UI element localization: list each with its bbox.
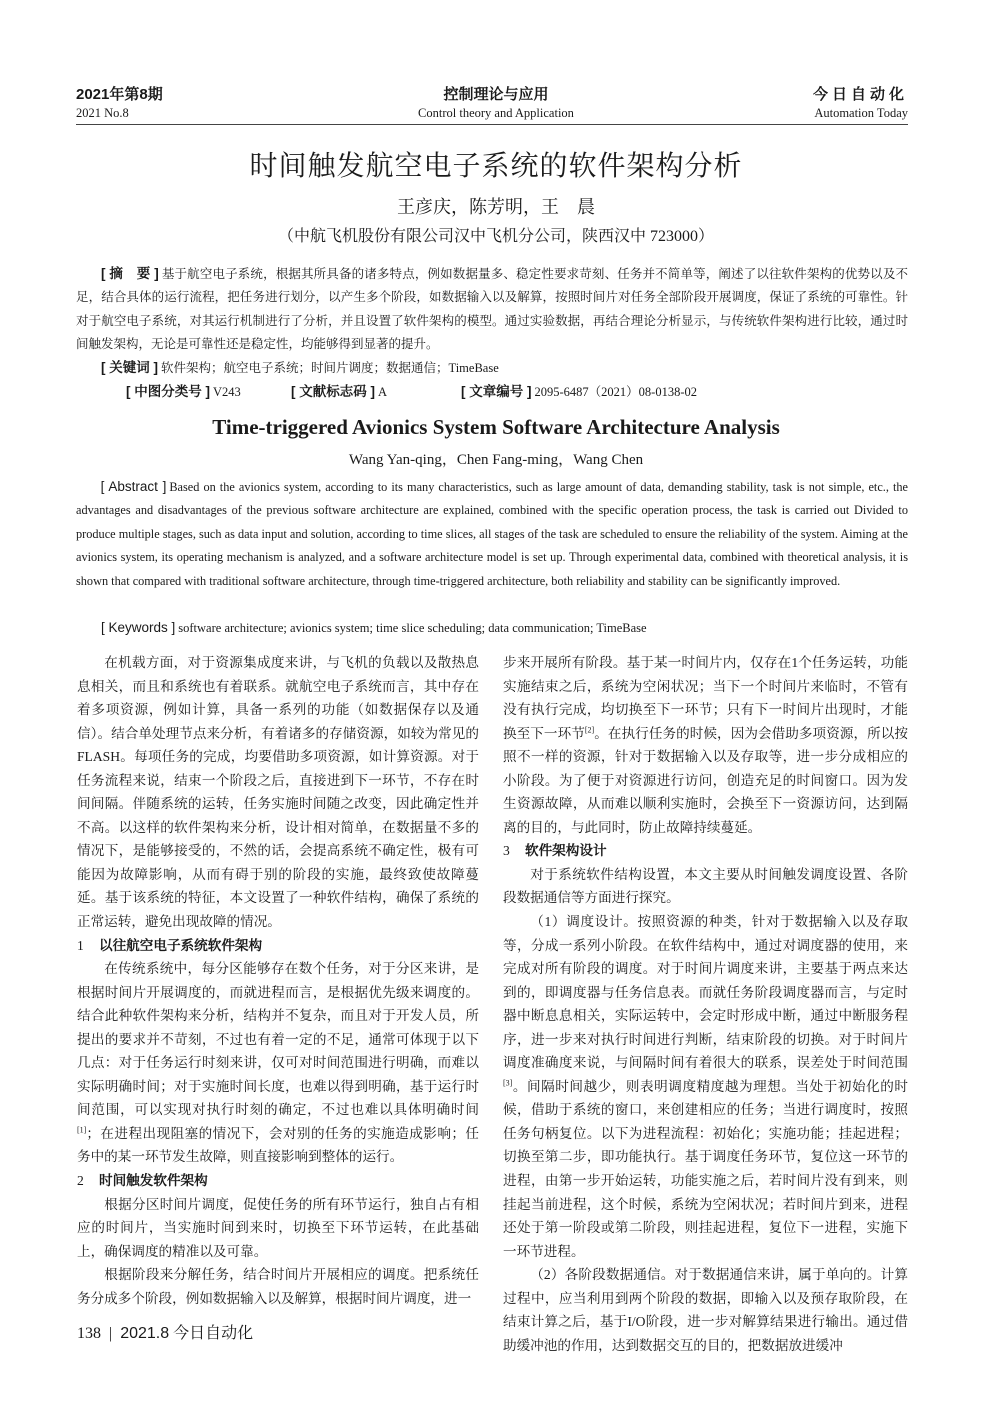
abstract-label: [ 摘 要 ] (101, 266, 159, 281)
section-number: 2 (77, 1173, 84, 1189)
keywords-text: 软件架构；航空电子系统；时间片调度；数据通信；TimeBase (161, 361, 499, 375)
intro-paragraph: 在机载方面，对于资源集成度来讲，与飞机的负载以及散热息息相关，而且和系统也有着联系。就航空电子系统而言，其中存在着多项资源，例如计算，具备一系列的功能（如数据保存以及通信）。结合单处理节点来分析，有着诸多的存储资源，如较为常见的FLASH。每项任务的完成，均要借助多项资源，如计算资源。对于任务流程来说，结束一个阶段之后，直接进到下一环节，不存在时间间隔。伴随系统的运转，任务实施时间随之改变，因此确定性并不高。以这样的软件架构来分析，设计相对简单，在数据量不多的情况下，是能够接受的，不然的话，会提高系统不确定性，极有可能因为故障影响，从而有碍于别的阶段的实施，最终致使故障蔓延。基于该系统的特征，本文设置了一种软件结构，确保了系统的正常运转，避免出现故障的情况。 (77, 655, 479, 930)
keywords-en-label: [ Keywords ] (101, 620, 176, 635)
abstract-text: 基于航空电子系统，根据其所具备的诸多特点，例如数据量多、稳定性要求苛刻、任务并不简单等，阐述了以往软件架构的优势以及不足，结合具体的运行流程，把任务进行划分，以产生多个阶段，如数据输入以及解算，按照时间片对任务全部阶段开展调度，保证了系统的可靠性。针对于航空电子系统，对其运行机制进行了分析，并且设置了软件架构的模型。通过实验数据，再结合理论分析显示，与传统软件架构进行比较，通过时间触发架构，无论是可靠性还是稳定性，均能够得到显著的提升。 (76, 267, 908, 352)
citation: [1] (77, 1125, 87, 1135)
clc-number (101, 380, 291, 404)
section-title: 以往航空电子系统软件架构 (99, 937, 263, 953)
page-number: 138 (77, 1325, 101, 1342)
citation: [2] (584, 725, 595, 735)
paragraph-continued (503, 651, 908, 839)
paragraph-text: （1）调度设计。按照资源的种类，针对于数据输入以及存取等，分成一系列小阶段。在软件结构中，通过对调度器的使用，来完成对所有阶段的调度。对于时间片调度来讲，主要基于两点来达到的，即调度器与任务信息表。而就任务阶段调度器而言，与定时器中断息息相关，实际运转中，会定时形成中断，通过中断服务程序，进一步来对执行时间进行判断，结束阶段的切换。对于时间片调度准确度来说，与间隔时间有着很大的联系，误差处于时间范围 (503, 914, 908, 1071)
doc-code-label: [ 文献标志码 ] (291, 384, 375, 399)
paragraph: 对于系统软件结构设置，本文主要从时间触发调度设置、各阶段数据通信等方面进行探究。 (503, 866, 908, 906)
section-number: 1 (77, 937, 84, 953)
paragraph (77, 957, 479, 1169)
issue-en: 2021 No.8 (76, 106, 129, 120)
doc-code-value: A (378, 385, 388, 399)
paragraph-text: 。在执行任务的时候，因为会借助多项资源，所以按照不一样的资源，针对于数据输入以及存取等，进一步分成相应的小阶段。为了便于对资源进行访问，创造充足的时间窗口。因为发生资源故障，从而难以顺利实施时，会换至下一资源访问，达到隔离的目的，与此同时，防止故障持续蔓延。 (503, 725, 909, 835)
abstract-en-label: [ Abstract ] (100, 479, 167, 494)
doc-code (291, 380, 461, 404)
article-number (461, 380, 697, 404)
header-journal (813, 86, 908, 122)
citation: [3] (503, 1078, 513, 1088)
paragraph-text: 在传统系统中，每分区能够存在数个任务，对于分区来讲，是根据时间片开展调度的，而就进程而言，是根据优先级来调度的。结合此种软件架构来分析，结构并不复杂，而且对于开发人员，所提出的要求并不苛刻，不过也有着一定的不足，通常可体现于以下几点：对于任务运行时刻来讲，仅可对时间范围进行明确，而难以实际明确时间；对于实施时间长度，也难以得到明确，基于运行时间范围，可以实现对执行时刻的确定，不过也难以具体明确时间 (77, 961, 479, 1118)
abstract-en-text: Based on the avionics system, according to its many characteristics, such as large amount of data, demanding stability, task is not simple, etc., the advantages and disadvantages of the previous software architecture are explained, combined with the specific operation process, the task is carried out Divided to produce multiple stages, such as data input and solution, according to time slices, all stages of the task are scheduled to ensure the reliability of the system. Aiming at the avionics system, its operating mechanism is analyzed, and a software architecture model is set up. Through experimental data, combined with theoretical analysis, it is shown that compared with traditional software architecture, through time-triggered architecture, both reliability and stability can be significantly improved. (76, 480, 909, 588)
footer-journal: 今日自动化 (173, 1325, 254, 1342)
right-column (503, 651, 908, 1357)
classification-row (76, 380, 908, 404)
article-number-value: 2095-6487（2021）08-0138-02 (534, 385, 697, 399)
section-3-heading (503, 839, 908, 863)
paragraph-text: 根据阶段来分解任务，结合时间片开展相应的调度。把系统任务分成多个阶段，例如数据输入以及解算，根据时间片调度，进一 (77, 1267, 479, 1306)
issue-cn: 2021年第8期 (76, 86, 163, 103)
authors-en: Wang Yan-qing，Chen Fang-ming，Wang Chen (348, 452, 644, 468)
paragraph (77, 1263, 479, 1310)
abstract-en (76, 475, 908, 593)
section-cn: 控制理论与应用 (443, 86, 549, 103)
article-number-label: [ 文章编号 ] (461, 384, 532, 399)
header-rule (76, 124, 908, 125)
paragraph-text: ；在进程出现阻塞的情况下，会对别的任务的实施造成影响；任务中的某一环节发生故障，则直接影响到整体的运行。 (77, 1125, 479, 1165)
paragraph-text: 步来开展所有阶段。基于某一时间片内，仅存在1个任务运转，功能实施结束之后，系统为空闲状况；当下一个时间片来临时，不管有没有执行完成，均切换至下一环节；只有下一时间片出现时，才能换至下一环节 (503, 655, 908, 741)
authors: 王彦庆，陈芳明，王 晨 (397, 197, 595, 217)
affiliation: （中航飞机股份有限公司汉中飞机分公司，陕西汉中 723000） (277, 228, 714, 245)
section-1-heading (77, 934, 479, 958)
keywords-cn (76, 356, 908, 380)
paragraph: （2）各阶段数据通信。对于数据通信来讲，属于单向的。计算过程中，应当利用到两个阶段的数据，即输入以及预存取阶段，在结束计算之后，基于I/O阶段，进一步对解算结果进行输出。通过借助缓冲池的作用，达到数据交互的目的，把数据放进缓冲 (503, 1267, 908, 1353)
section-title: 时间触发软件架构 (99, 1173, 208, 1189)
keywords-label: [ 关键词 ] (101, 360, 158, 375)
footer-separator: | (109, 1325, 113, 1342)
abstract-cn (76, 262, 908, 357)
paragraph: 根据分区时间片调度，促使任务的所有环节运行，独自占有相应的时间片，当实施时间到来时，切换至下环节运转，在此基础上，确保调度的精准以及可靠。 (77, 1196, 479, 1259)
left-column (77, 651, 479, 1310)
page-footer (77, 1320, 253, 1343)
section-number: 3 (503, 843, 510, 859)
paragraph-text: 。间隔时间越少，则表明调度精度越为理想。当处于初始化的时候，借助于系统的窗口，来创建相应的任务；当进行调度时，按照任务句柄复位。以下为进程流程：初始化；实施功能；挂起进程；切换至第二步，即功能执行。基于调度任务环节，复位这一环节的进程，由第一步开始运转，功能实施之后，若时间片没有到来，则挂起当前进程，这个时候，系统为空闲状况；若时间片到来，进程还处于第一阶段或第二阶段，则挂起进程，复位下一进程，实施下一环节进程。 (503, 1078, 908, 1259)
keywords-en (76, 616, 908, 640)
section-en: Control theory and Application (418, 106, 574, 120)
journal-en: Automation Today (814, 106, 908, 120)
paper-title-en: Time-triggered Avionics System Software Architecture Analysis (212, 415, 780, 439)
keywords-en-text: software architecture; avionics system; time slice scheduling; data communication; TimeBase (178, 621, 647, 635)
footer-issue: 2021.8 (120, 1325, 170, 1342)
journal-cn: 今日自动化 (812, 86, 908, 103)
section-title: 软件架构设计 (525, 843, 607, 859)
paragraph (503, 910, 908, 1263)
paper-title: 时间触发航空电子系统的软件架构分析 (249, 150, 743, 181)
clc-value: V243 (213, 385, 241, 399)
section-2-heading (77, 1169, 479, 1193)
clc-label: [ 中图分类号 ] (126, 384, 210, 399)
